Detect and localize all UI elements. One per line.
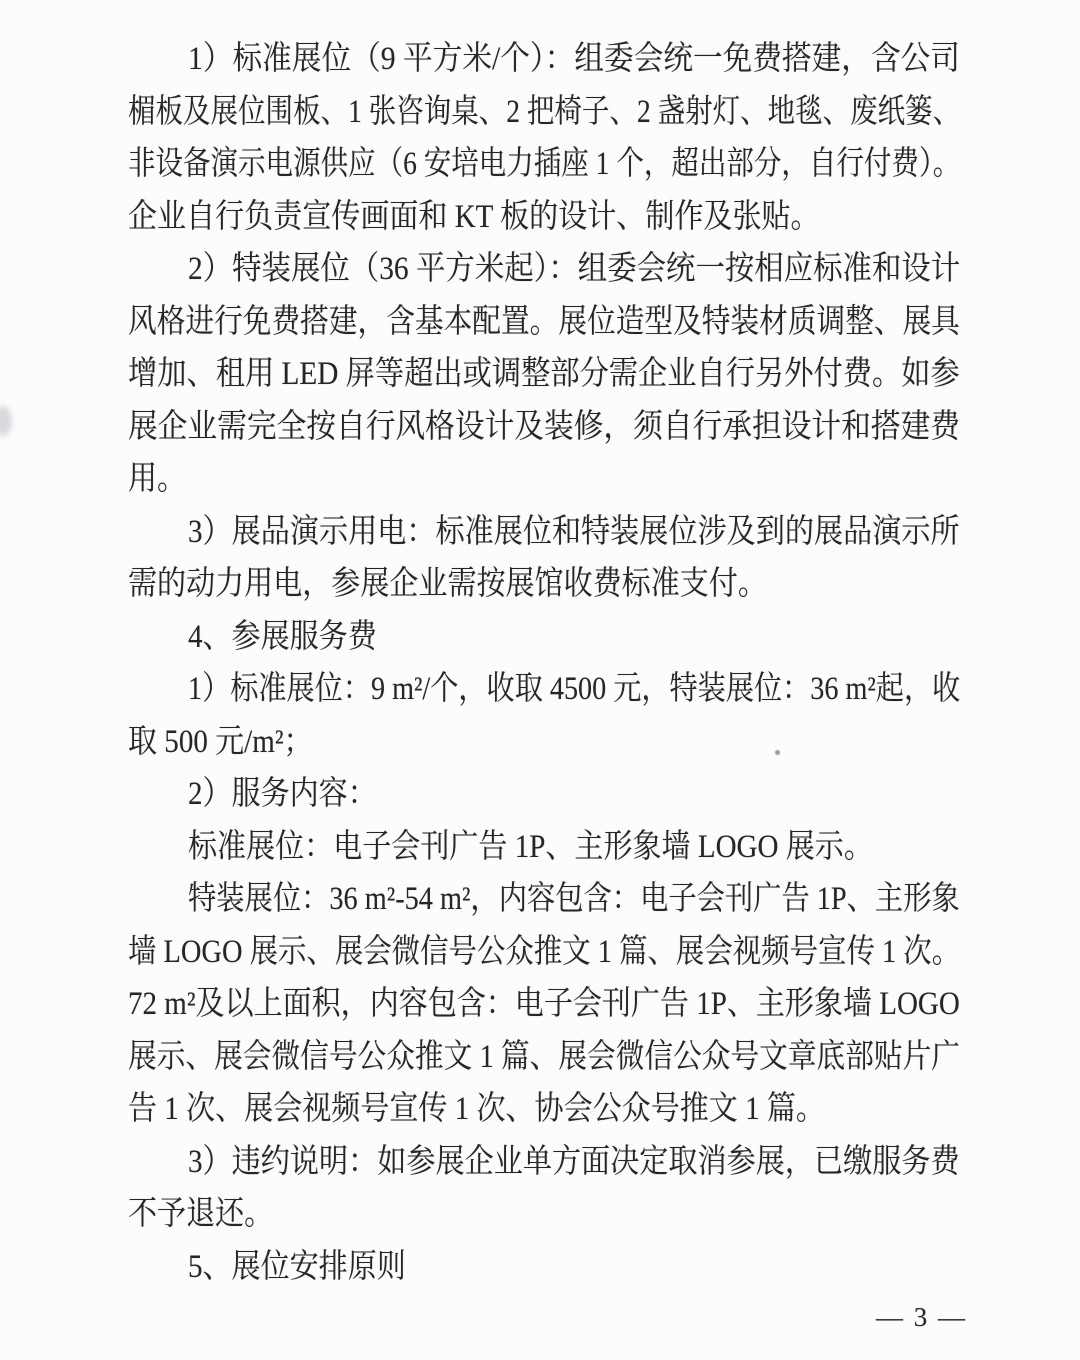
text-line (128, 243, 960, 296)
paragraph-custom-booth (128, 243, 960, 506)
text-run: 取 500 元/m²； (128, 723, 313, 760)
document-body (128, 33, 960, 1293)
text-line (128, 86, 960, 139)
text-line (128, 1241, 960, 1294)
text-line (128, 1031, 960, 1084)
heading-booth-arrangement (128, 1241, 960, 1294)
paragraph-fee-standard (128, 663, 960, 768)
text-line (128, 716, 960, 769)
text-run: 需的动力用电，参展企业需按展馆收费标准支付。 (128, 566, 767, 602)
text-line (128, 663, 960, 716)
text-run: 2）特装展位（36 平方米起）：组委会统一按相应标准和设计 (188, 251, 961, 287)
text-run: 展企业需完全按自行风格设计及装修，须自行承担设计和搭建费 (128, 408, 960, 445)
text-line (128, 978, 960, 1031)
paragraph-custom-content (128, 873, 960, 1136)
text-run: 楣板及展位围板、1 张咨询桌、2 把椅子、2 盏射灯、地毯、废纸篓、 (128, 93, 961, 130)
text-run: 4、参展服务费 (188, 618, 377, 655)
text-run: 展示、展会微信号公众推文 1 篇、展会微信公众号文章底部贴片广 (128, 1038, 960, 1075)
text-run: 3）展品演示用电：标准展位和特装展位涉及到的展品演示所 (188, 513, 960, 550)
text-run: 3）违约说明：如参展企业单方面决定取消参展，已缴服务费 (188, 1143, 960, 1180)
paragraph-standard-booth (128, 33, 960, 243)
paragraph-standard-content (128, 821, 960, 874)
text-run: 企业自行负责宣传画面和 KT 板的设计、制作及张贴。 (128, 198, 820, 235)
paragraph-breach (128, 1136, 960, 1241)
paragraph-demo-power (128, 506, 960, 611)
text-line (128, 401, 960, 454)
text-line (128, 873, 960, 926)
text-run: 不予退还。 (128, 1196, 274, 1232)
text-run: 1）标准展位（9 平方米/个）：组委会统一免费搭建，含公司 (188, 41, 960, 77)
text-run: 风格进行免费搭建，含基本配置。展位造型及特装材质调整、展具 (128, 303, 960, 340)
text-line (128, 558, 960, 611)
text-run: 5、展位安排原则 (188, 1248, 406, 1285)
text-line (128, 33, 960, 86)
text-line (128, 926, 960, 979)
text-run: 1）标准展位：9 m²/个，收取 4500 元，特装展位：36 m²起，收 (188, 671, 961, 707)
text-run: 72 m²及以上面积，内容包含：电子会刊广告 1P、主形象墙 LOGO (128, 986, 960, 1022)
text-run: 特装展位：36 m²-54 m²，内容包含：电子会刊广告 1P、主形象 (188, 881, 960, 917)
text-line (128, 1083, 960, 1136)
text-run: 增加、租用 LED 屏等超出或调整部分需企业自行另外付费。如参 (128, 356, 960, 392)
text-line (128, 1136, 960, 1189)
scan-smudge (0, 406, 12, 436)
text-run: 2）服务内容： (188, 776, 377, 812)
text-line (128, 821, 960, 874)
page-footer (876, 1300, 967, 1334)
page-number: — 3 — (876, 1302, 967, 1332)
text-run: 非设备演示电源供应（6 安培电力插座 1 个，超出部分，自行付费）。 (128, 146, 961, 182)
text-line (128, 138, 960, 191)
paragraph-service-content (128, 768, 960, 821)
text-line (128, 296, 960, 349)
heading-service-fee (128, 611, 960, 664)
text-line (128, 191, 960, 244)
text-line (128, 453, 960, 506)
text-line (128, 1188, 960, 1241)
text-line (128, 768, 960, 821)
text-line (128, 506, 960, 559)
text-run: 墙 LOGO 展示、展会微信号公众推文 1 篇、展会视频号宣传 1 次。 (128, 933, 961, 970)
scan-dot (775, 750, 780, 755)
text-run: 标准展位：电子会刊广告 1P、主形象墙 LOGO 展示。 (188, 828, 873, 865)
text-run: 用。 (128, 461, 187, 497)
text-run: 告 1 次、展会视频号宣传 1 次、协会公众号推文 1 篇。 (128, 1091, 825, 1127)
text-line (128, 611, 960, 664)
text-line (128, 348, 960, 401)
